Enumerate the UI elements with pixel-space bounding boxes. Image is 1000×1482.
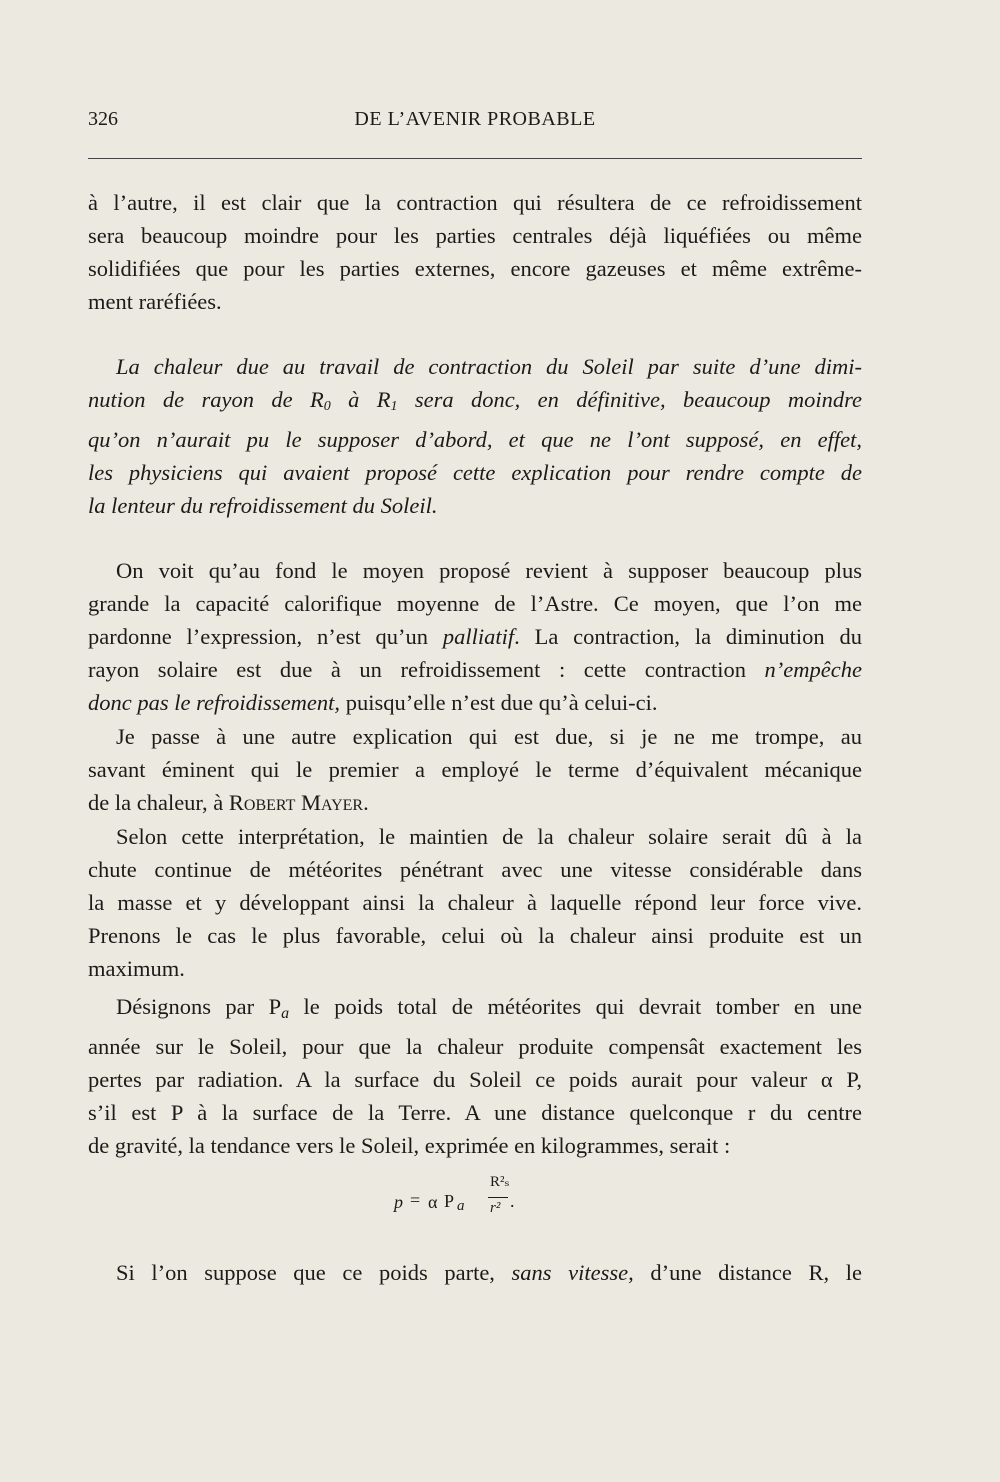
text-line: solidifiées que pour les parties externes, encore gazeuses et même extrême-	[88, 256, 862, 281]
paragraph-4	[88, 720, 862, 819]
formula-equals: =	[410, 1190, 421, 1210]
text-line: année sur le Soleil, pour que la chaleur produite compensât exactement les	[88, 1034, 862, 1059]
text-line: grande la capacité calorifique moyenne de l’Astre. Ce moyen, que l’on me	[88, 591, 862, 616]
text-line: ment raréfiées.	[88, 289, 222, 314]
text-line: Désignons par $P_a$ le poids total de météorites qui devrait tomber en une	[116, 994, 862, 1022]
formula-denominator: r²	[490, 1200, 501, 1216]
text-line: donc pas le refroidissement, puisqu’elle n’est due qu’à celui-ci.	[88, 690, 658, 715]
formula-weight: P	[444, 1191, 455, 1211]
text-line: savant éminent qui le premier a employé le terme d’équivalent mécanique	[88, 757, 862, 782]
paragraph-6	[88, 990, 862, 1162]
paragraph-7	[88, 1256, 862, 1289]
formula-subscript: a	[457, 1198, 465, 1214]
page-number: 326	[88, 108, 118, 130]
formula-numerator: R²ₛ	[490, 1174, 510, 1190]
text-line: chute continue de météorites pénétrant avec une vitesse considérable dans	[88, 857, 862, 882]
formula	[380, 1174, 620, 1228]
paragraph-5	[88, 820, 862, 985]
text-line: s’il est P à la surface de la Terre. A une distance quelconque r du centre	[88, 1100, 862, 1125]
formula-lhs: p	[394, 1192, 403, 1212]
text-line: pardonne l’expression, n’est qu’un palliatif. La contraction, la diminution du	[88, 624, 863, 649]
text-line: La chaleur due au travail de contraction du Soleil par suite d’une dimi-	[116, 354, 862, 379]
page-header	[88, 108, 862, 138]
header-rule	[88, 158, 862, 159]
text-line: la lenteur du refroidissement du Soleil.	[88, 493, 438, 518]
text-line: Si l’on suppose que ce poids parte, sans vitesse, d’une distance R, le	[116, 1260, 862, 1285]
formula-period: .	[510, 1191, 515, 1211]
text-line: sera beaucoup moindre pour les parties centrales déjà liquéfiées ou même	[88, 223, 862, 248]
text-line: la masse et y développant ainsi la chaleur à laquelle répond leur force vive.	[88, 890, 862, 915]
text-line: les physiciens qui avaient proposé cette explication pour rendre compte de	[88, 460, 862, 485]
text-line: Selon cette interprétation, le maintien de la chaleur solaire serait dû à la	[116, 824, 862, 849]
text-line: de la chaleur, à Robert Mayer.	[88, 790, 369, 815]
running-title: DE L’AVENIR PROBABLE	[354, 108, 596, 130]
paragraph-2	[88, 350, 862, 522]
fraction-bar	[488, 1197, 508, 1198]
text-line: à l’autre, il est clair que la contraction qui résultera de ce refroidissement	[88, 190, 862, 215]
paragraph-3	[88, 554, 862, 719]
text-line: nution de rayon de $R_0$ à $R_1$ sera donc, en définitive, beaucoup moindre	[88, 387, 862, 414]
text-line: pertes par radiation. A la surface du Soleil ce poids aurait pour valeur α P,	[88, 1067, 862, 1092]
text-line: maximum.	[88, 956, 185, 981]
text-line: rayon solaire est due à un refroidissement : cette contraction n’empêche	[88, 657, 862, 682]
text-line: de gravité, la tendance vers le Soleil, exprimée en kilogrammes, serait :	[88, 1133, 731, 1158]
paragraph-1	[88, 186, 862, 318]
formula-alpha: α	[428, 1192, 438, 1212]
text-line: On voit qu’au fond le moyen proposé revient à supposer beaucoup plus	[116, 558, 862, 583]
text-line: Prenons le cas le plus favorable, celui où la chaleur ainsi produite est un	[88, 923, 862, 948]
text-line: qu’on n’aurait pu le supposer d’abord, et que ne l’ont supposé, en effet,	[88, 427, 862, 452]
text-line: Je passe à une autre explication qui est due, si je ne me trompe, au	[116, 724, 862, 749]
